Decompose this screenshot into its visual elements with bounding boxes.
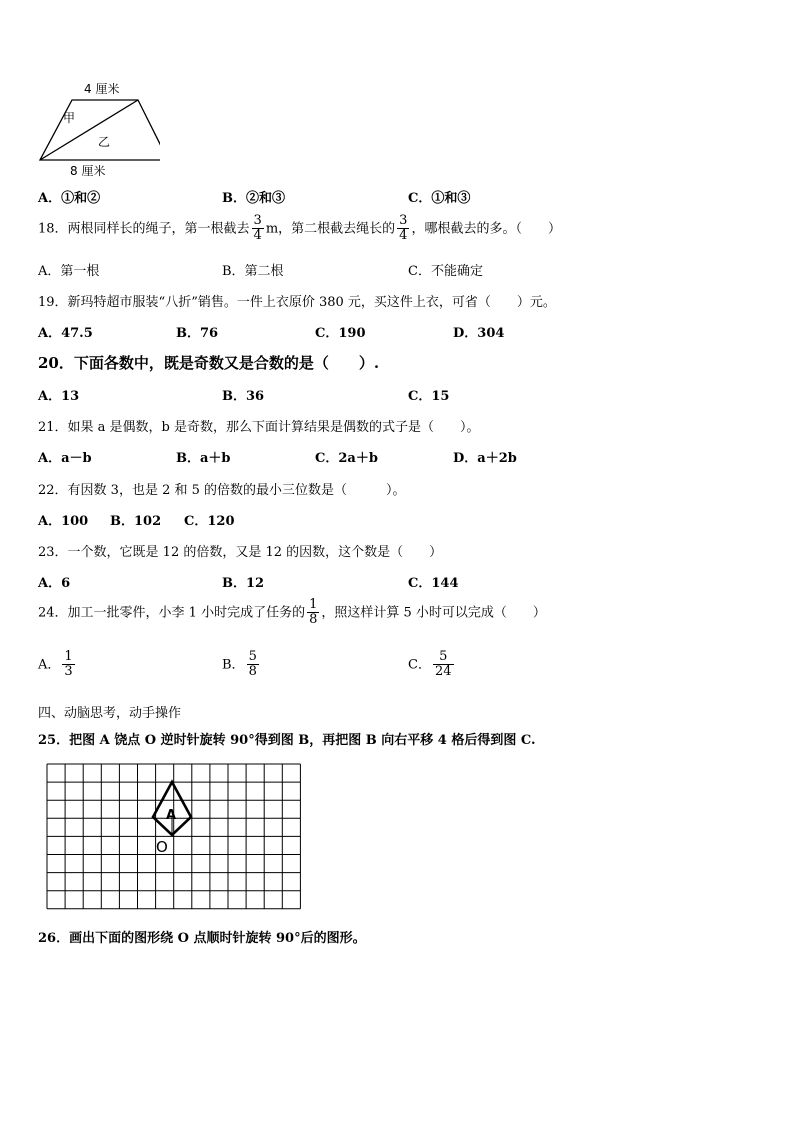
q24-option-b-fraction (247, 650, 259, 680)
q18-fraction-2 (397, 214, 409, 244)
q24-frac-den: 8 (309, 612, 318, 628)
question-18 (38, 214, 561, 244)
question-19: 19．新玛特超市服装“八折”销售。一件上衣原价 380 元，买这件上衣，可省（ ）元。 (38, 295, 556, 310)
q18-text-post: ，哪根截去的多。（ ） (411, 221, 561, 237)
q24-frac-num: 1 (309, 597, 318, 612)
q24-option-b-den: 8 (248, 664, 257, 680)
q23-option-a[interactable]: A．6 (38, 576, 71, 591)
q24-option-c[interactable] (408, 650, 456, 680)
shape-a-label: A (166, 808, 177, 823)
section-4-heading: 四、动脑思考，动手操作 (38, 706, 182, 721)
trapezoid-top-label: 4 厘米 (84, 82, 120, 96)
trapezoid-diagonal (40, 100, 138, 160)
q18-fraction-1 (252, 214, 264, 244)
q20-option-c[interactable]: C．15 (408, 389, 450, 404)
q24-option-a-num: 1 (64, 649, 73, 664)
q24-option-a-den: 3 (64, 664, 73, 680)
q24-text-pre: 24．加工一批零件，小李 1 小时完成了任务的 (38, 605, 306, 621)
q21-option-a[interactable]: A．a－b (38, 451, 92, 466)
question-20: 20．下面各数中，既是奇数又是合数的是（ ）. (38, 354, 380, 372)
q24-option-c-label: C． (408, 657, 431, 673)
q24-option-b[interactable] (222, 650, 261, 680)
trapezoid-shape (40, 100, 160, 160)
q24-option-b-label: B． (222, 657, 245, 673)
question-26: 26．画出下面的图形绕 O 点顺时针旋转 90°后的图形。 (38, 931, 366, 946)
q24-option-c-num: 5 (439, 649, 448, 664)
question-24 (38, 598, 546, 628)
q17-option-a[interactable]: A．①和② (38, 191, 101, 206)
q24-option-a-label: A． (38, 657, 61, 673)
q18-frac2-den: 4 (399, 228, 408, 244)
question-23: 23．一个数，它既是 12 的倍数，又是 12 的因数，这个数是（ ） (38, 545, 443, 560)
q24-option-c-den: 24 (434, 664, 452, 680)
q24-option-c-fraction (433, 650, 454, 680)
q19-option-b[interactable]: B．76 (176, 326, 219, 341)
q22-option-c[interactable]: C．120 (184, 514, 235, 529)
q21-option-d[interactable]: D．a＋2b (453, 451, 517, 466)
region-b-label: 乙 (98, 135, 111, 149)
q22-option-b[interactable]: B．102 (110, 514, 162, 529)
q19-option-d[interactable]: D．304 (453, 326, 505, 341)
q18-option-c[interactable]: C．不能确定 (408, 264, 483, 279)
q24-text-post: ，照这样计算 5 小时可以完成（ ） (321, 605, 546, 621)
q18-option-a[interactable]: A．第一根 (38, 264, 100, 279)
q17-option-c[interactable]: C．①和③ (408, 191, 471, 206)
question-22: 22．有因数 3，也是 2 和 5 的倍数的最小三位数是（ ）。 (38, 483, 406, 498)
q19-option-c[interactable]: C．190 (315, 326, 366, 341)
trapezoid-bottom-label: 8 厘米 (70, 164, 106, 178)
q19-option-a[interactable]: A．47.5 (38, 326, 93, 341)
q18-text-pre: 18．两根同样长的绳子，第一根截去 (38, 221, 250, 237)
q24-option-a-fraction (62, 650, 74, 680)
q23-option-c[interactable]: C．144 (408, 576, 459, 591)
q24-option-a[interactable] (38, 650, 77, 680)
q23-option-b[interactable]: B．12 (222, 576, 265, 591)
q25-grid-figure (44, 761, 302, 913)
trapezoid-figure (30, 78, 160, 178)
question-25: 25．把图 A 饶点 O 逆时针旋转 90°得到图 B，再把图 B 向右平移 4 格后得到图 C. (38, 733, 536, 748)
point-o-label: O (156, 838, 168, 856)
q18-option-b[interactable]: B．第二根 (222, 264, 284, 279)
q21-option-b[interactable]: B．a＋b (176, 451, 231, 466)
q22-option-a[interactable]: A．100 (38, 514, 89, 529)
q17-option-b[interactable]: B．②和③ (222, 191, 285, 206)
q18-frac2-num: 3 (399, 213, 408, 228)
q24-option-b-num: 5 (248, 649, 257, 664)
q18-frac1-den: 4 (253, 228, 262, 244)
question-21: 21．如果 a 是偶数，b 是奇数，那么下面计算结果是偶数的式子是（ ）。 (38, 420, 480, 435)
region-a-label: 甲 (63, 111, 76, 125)
q20-option-a[interactable]: A．13 (38, 389, 80, 404)
q18-text-mid: m，第二根截去绳长的 (265, 221, 396, 237)
q21-option-c[interactable]: C．2a＋b (315, 451, 378, 466)
q20-option-b[interactable]: B．36 (222, 389, 265, 404)
q24-fraction (307, 598, 319, 628)
q18-frac1-num: 3 (253, 213, 262, 228)
